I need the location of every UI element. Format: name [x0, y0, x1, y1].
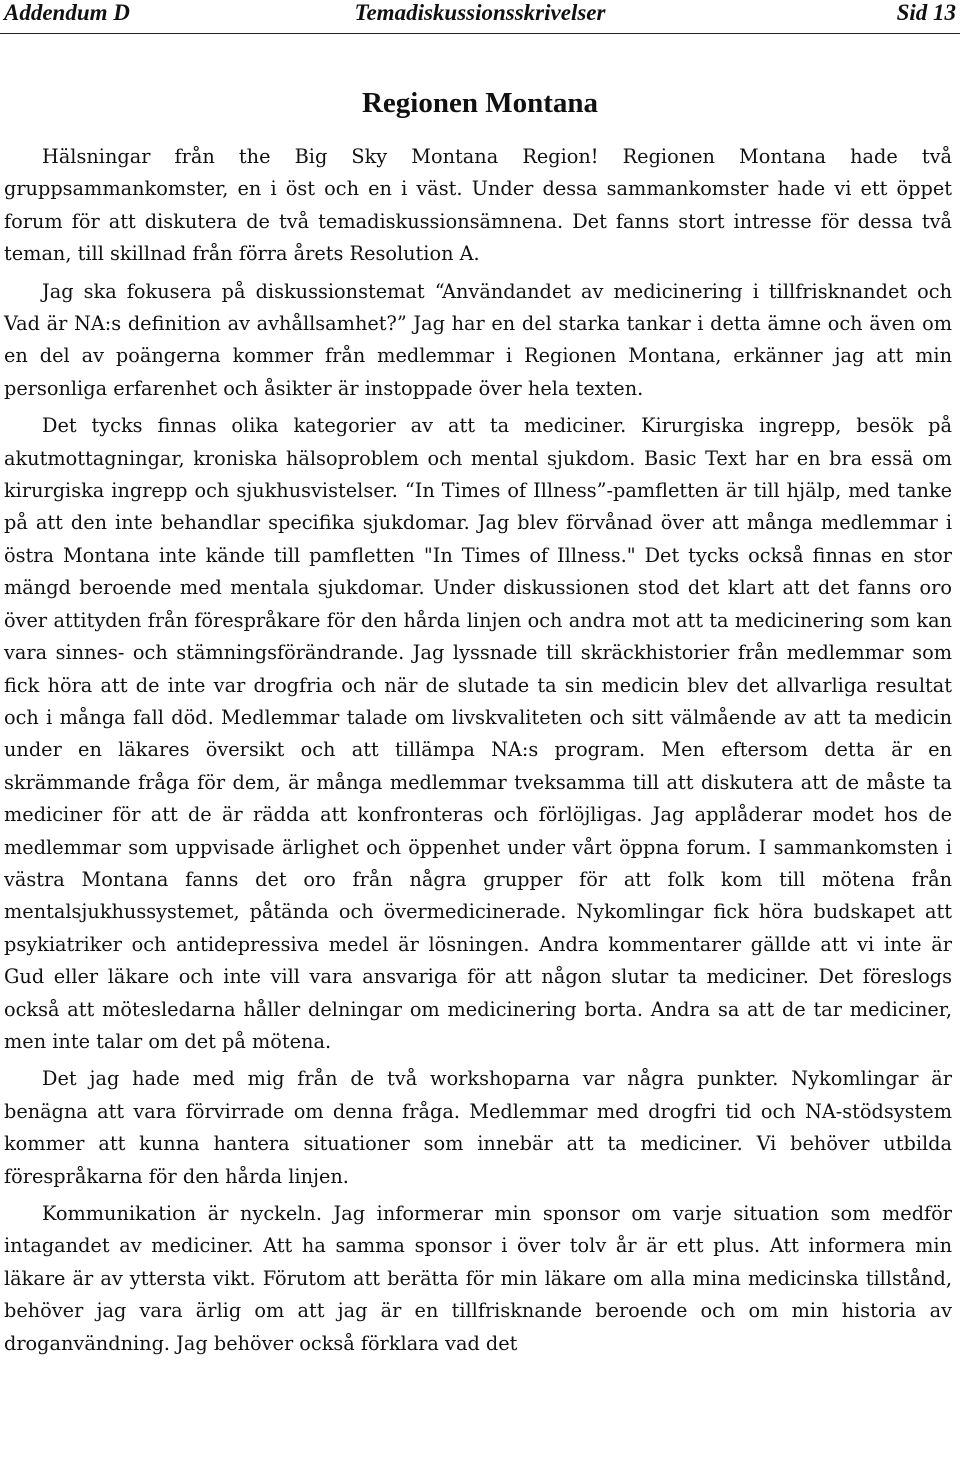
page-title: Regionen Montana: [361, 87, 599, 119]
header-divider: [0, 33, 960, 34]
paragraph: Hälsningar från the Big Sky Montana Region! Regionen Montana hade två gruppsammankomster, en i öst och en i väst. Under dessa sammankomster hade vi ett öppet forum för att diskutera de två temadiskussionsämnena. Det fanns stort intresse för dessa två teman, till skillnad från förra årets Resolution A.: [4, 145, 952, 266]
paragraph: Det tycks finnas olika kategorier av att ta mediciner. Kirurgiska ingrepp, besök på akutmottagningar, kroniska hälsoproblem och mental sjukdom. Basic Text har en bra essä om kirurgiska ingrepp och sjukhusvistelser. “In Times of Illness”-pamfletten är till hjälp, med tanke på att den inte behandlar specifika sjukdomar. Jag blev förvånad över att många medlemmar i östra Montana inte kände till pamfletten "In Times of Illness." Det tycks också finnas en stor mängd beroende med mentala sjukdomar. Under diskussionen stod det klart att det fanns oro över attityden från förespråkare för den hårda linjen och andra mot att ta medicinering som kan vara sinnes- och stämningsförändrande. Jag lyssnade till skräckhistorier från medlemmar som fick höra att de inte var drogfria och när de slutade ta sin medicin blev det allvarliga resultat och i många fall död. Medlemmar talade om livskvaliteten och sitt välmående av att ta medicin under en läkares översikt och att tillämpa NA:s program. Men eftersom detta är en skrämmande fråga för dem, är många medlemmar tveksamma till att diskutera att de måste ta mediciner för att de är rädda att konfronteras och förlöjligas. Jag applåderar modet hos de medlemmar som uppvisade ärlighet och öppenhet under vårt öppna forum. I sammankomsten i västra Montana fanns det oro från några grupper för att folk kom till mötena från mentalsjukhussystemet, påtända och övermedicinerade. Nykomlingar fick höra budskapet att psykiatriker och antidepressiva medel är lösningen. Andra kommentarer gällde att vi inte är Gud eller läkare och inte vill vara ansvariga för att någon slutar ta mediciner. Det föreslogs också att mötesledarna håller delningar om medicinering borta. Andra sa att de tar mediciner, men inte talar om det på mötena.: [4, 414, 952, 1053]
body-text: [4, 141, 952, 1365]
header-section-title: Temadiskussionsskrivelser: [354, 0, 606, 25]
paragraph: Jag ska fokusera på diskussionstemat “Användandet av medicinering i tillfrisknandet och Vad är NA:s definition av avhållsamhet?” Jag har en del starka tankar i detta ämne och även om en del av poängerna kommer från medlemmar i Regionen Montana, erkänner jag att min personliga erfarenhet och åsikter är instoppade över hela texten.: [4, 279, 952, 400]
page-header: [0, 0, 960, 26]
paragraph: Kommunikation är nyckeln. Jag informerar min sponsor om varje situation som medför intagandet av mediciner. Att ha samma sponsor i över tolv år är ett plus. Att informera min läkare är av yttersta vikt. Förutom att berätta för min läkare om alla mina medicinska tillstånd, behöver jag vara ärlig om att jag är en tillfrisknande beroende och om min historia av droganvändning. Jag behöver också förklara vad det: [4, 1202, 952, 1355]
paragraph: Det jag hade med mig från de två workshoparna var några punkter. Nykomlingar är benägna att vara förvirrade om denna fråga. Medlemmar med drogfri tid och NA-stödsystem kommer att kunna hantera situationer som innebär att ta mediciner. Vi behöver utbilda förespråkarna för den hårda linjen.: [4, 1067, 952, 1188]
header-addendum-label: Addendum D: [4, 0, 130, 25]
header-page-number: Sid 13: [896, 0, 956, 25]
